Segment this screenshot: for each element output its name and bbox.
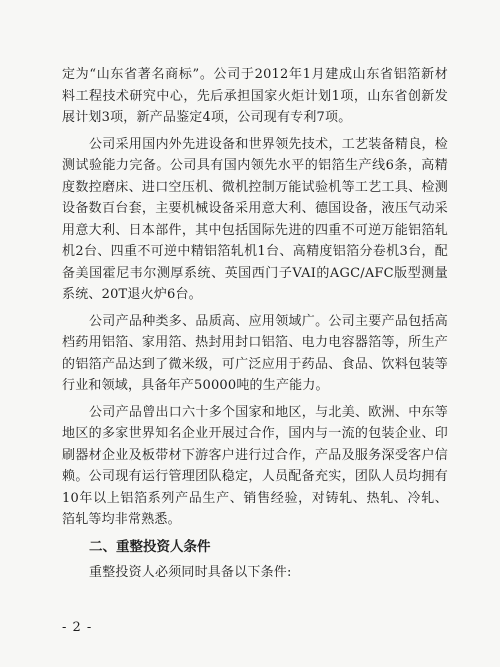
page-number: - 2 - bbox=[62, 620, 93, 635]
section-heading: 二、重整投资人条件 bbox=[89, 538, 211, 555]
document-body bbox=[62, 64, 448, 588]
paragraph-products: 公司产品种类多、品质高、应用领域广。公司主要产品包括高档药用铝箔、家用箔、热封用封口铝箔、电力电容器箔等，所生产的铝箔产品达到了微米级，可广泛应用于药品、食品、饮料包装等行业和领域，具备年产50000吨的生产能力。 bbox=[62, 313, 448, 393]
paragraph-trademark-research: 定为“山东省著名商标”。公司于2012年1月建成山东省铝箔新材料工程技术研究中心，先后承担国家火炬计划1项，山东省创新发展计划3项，新产品鉴定4项，公司现有专利7项。 bbox=[62, 67, 448, 125]
paragraph-equipment: 公司采用国内外先进设备和世界领先技术，工艺装备精良，检测试验能力完备。公司具有国内领先水平的铝箔生产线6条，高精度数控磨床、进口空压机、微机控制万能试验机等工艺工具、检测设备数百台套，主要机械设备采用意大利、德国设备，液压气动采用意大利、日本部件，其中包括国际先进的四重不可逆万能铝箔轧机2台、四重不可逆中精铝箔轧机1台、高精度铝箔分卷机3台，配备美国霍尼韦尔测厚系统、英国西门子VAI的AGC/AFC版型测量系统、20T退火炉6台。 bbox=[62, 136, 448, 302]
paragraph-investor-conditions: 重整投资人必须同时具备以下条件: bbox=[89, 564, 292, 580]
paragraph-export-cooperation: 公司产品曾出口六十多个国家和地区，与北美、欧洲、中东等地区的多家世界知名企业开展过合作，国内与一流的包装企业、印刷器材企业及板带材下游客户进行过合作，产品及服务深受客户信赖。公司现有运行管理团队稳定，人员配备充实，团队人员均拥有10年以上铝箔系列产品生产、销售经验，对铸轧、热轧、冷轧、箔轧等均非常熟悉。 bbox=[62, 404, 448, 527]
